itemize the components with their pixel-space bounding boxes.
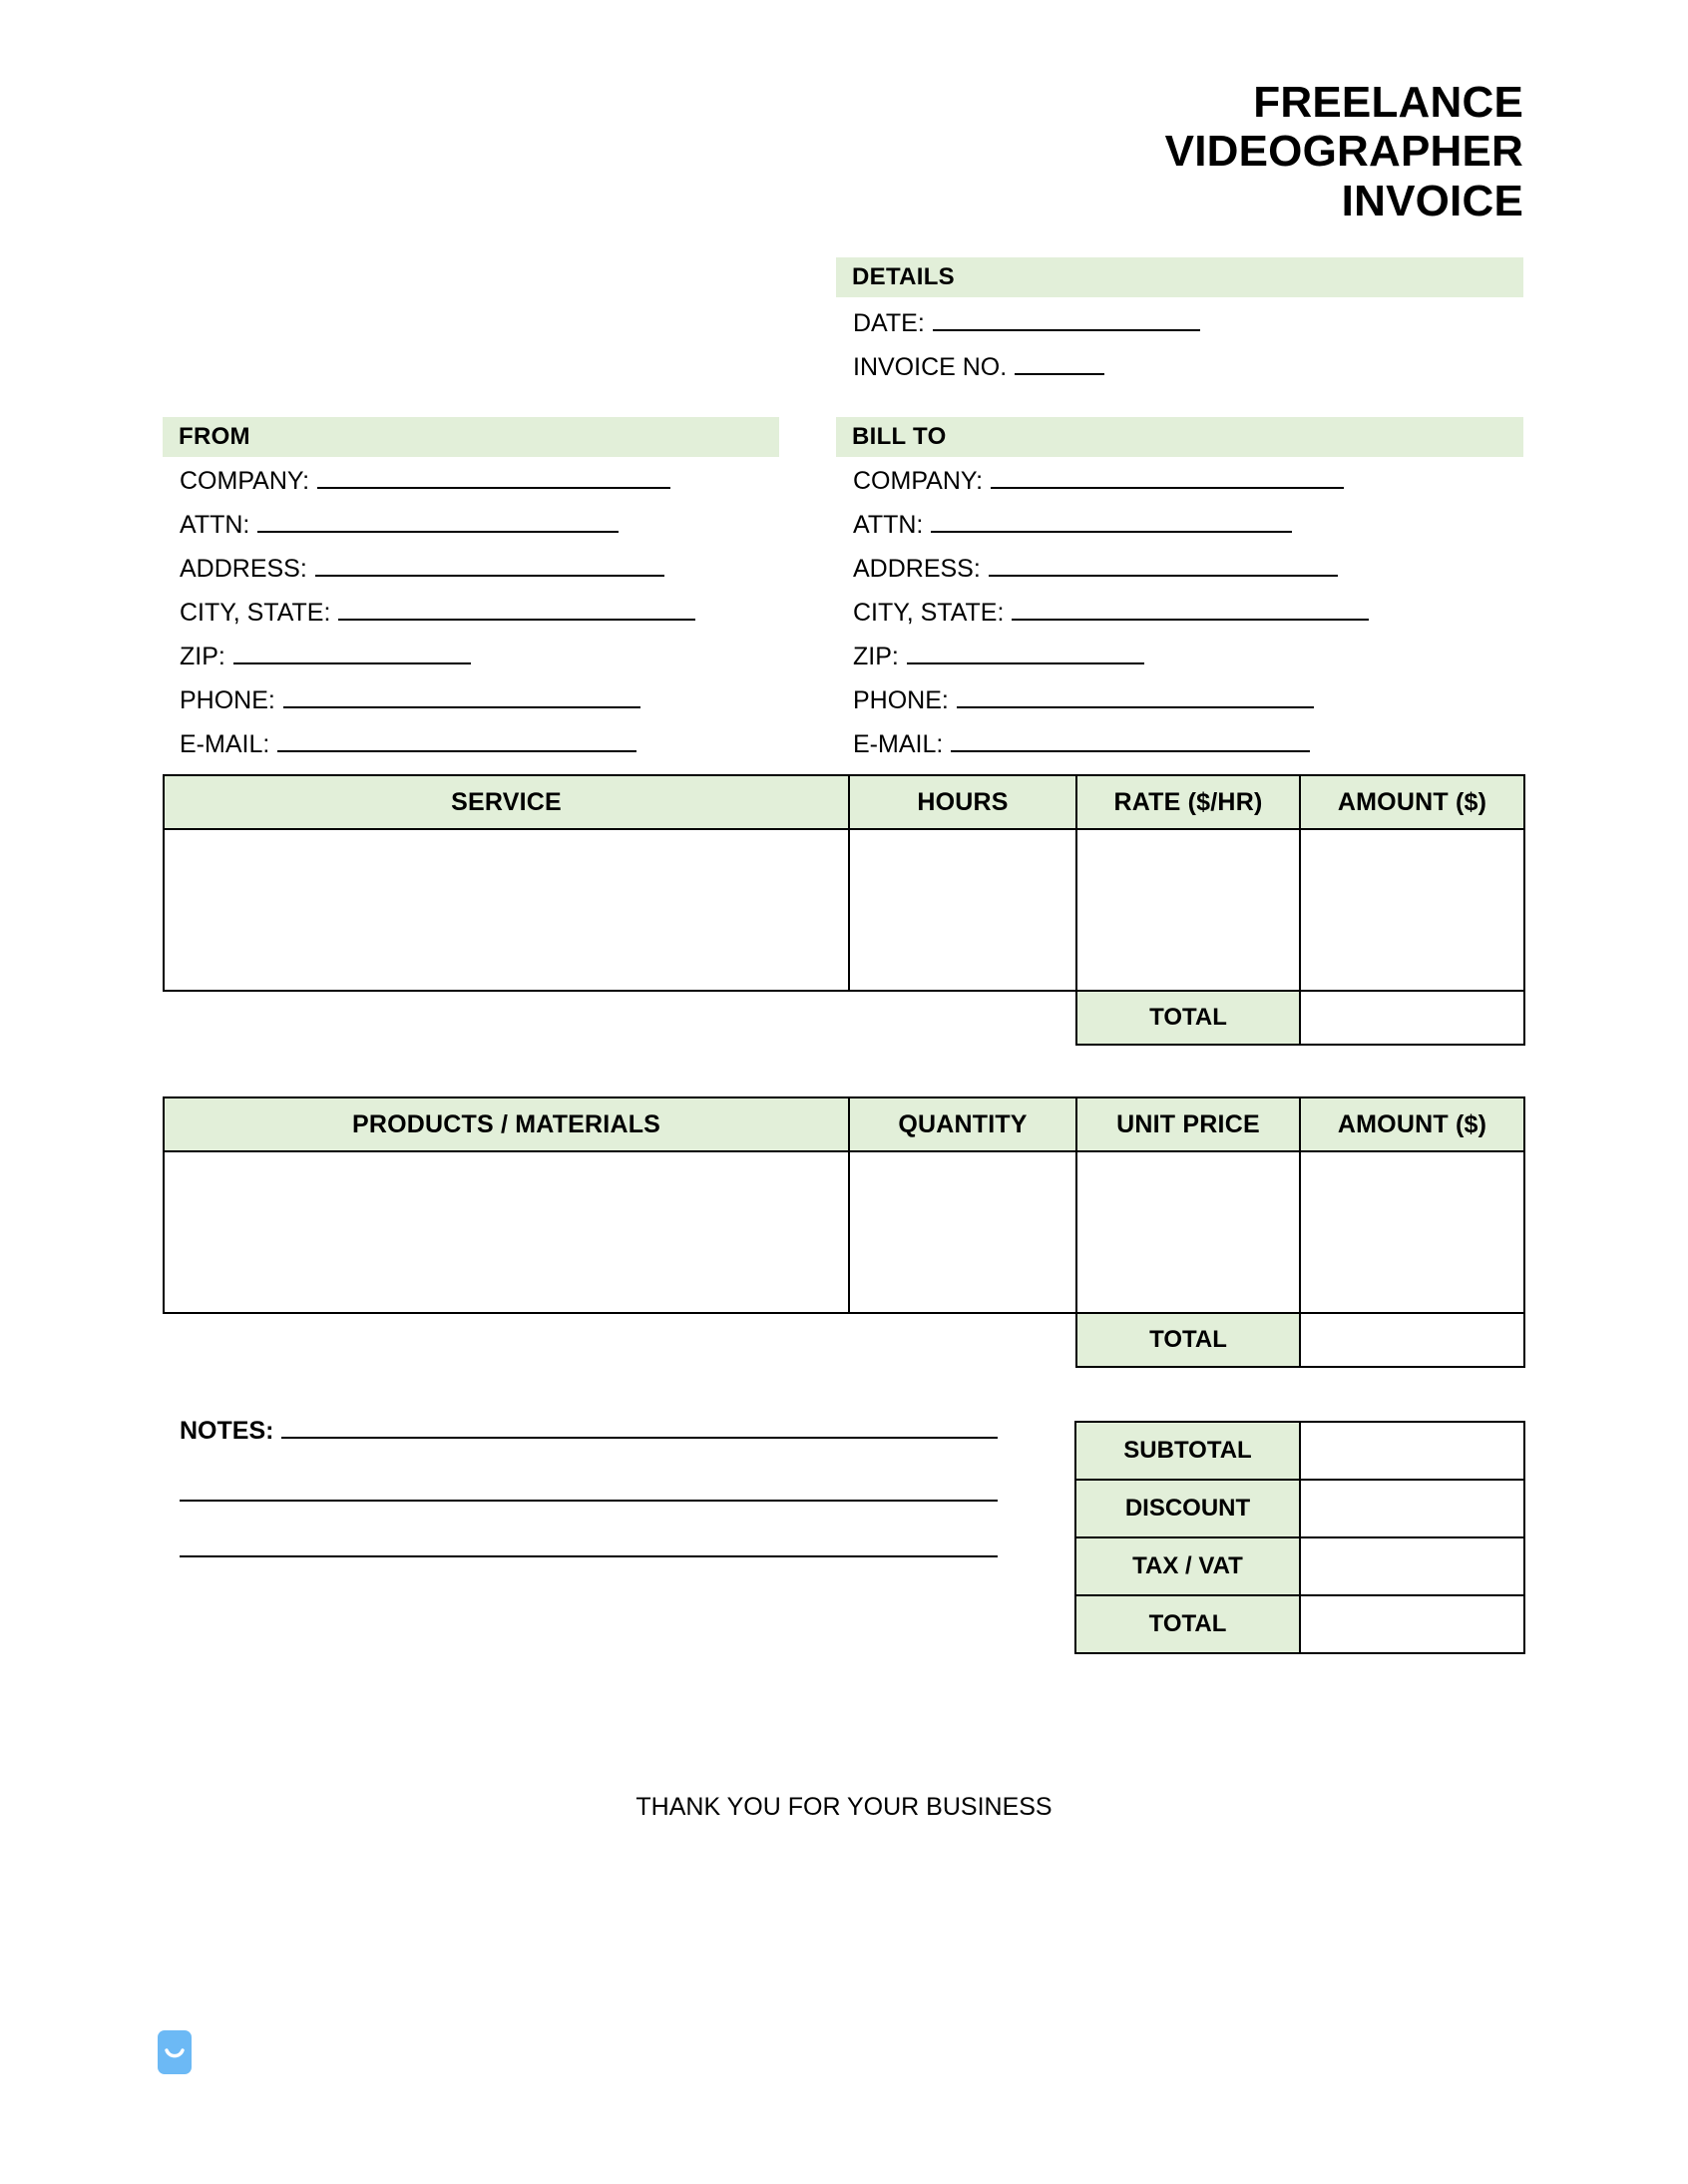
page-title [626,78,1523,225]
from-heading: FROM [179,423,250,450]
from-phone-label: PHONE: [180,686,275,714]
tax-vat-row [1075,1537,1524,1595]
products-total-spacer-2 [849,1313,1076,1367]
bill-to-company-input-rule[interactable] [991,469,1344,489]
quantity-col-header: QUANTITY [849,1097,1076,1151]
service-amount-cell[interactable] [1300,829,1524,991]
tax-vat-label: TAX / VAT [1075,1537,1300,1595]
notes-section [180,1417,998,1557]
grand-total-label: TOTAL [1075,1595,1300,1653]
unit-price-cell[interactable] [1076,1151,1300,1313]
from-company-row[interactable] [180,467,818,511]
from-address-row[interactable] [180,555,818,599]
title-line-2: VIDEOGRAPHER [1164,127,1523,177]
bill-to-fields [853,467,1531,774]
products-total-value[interactable] [1300,1313,1524,1367]
smile-logo-icon[interactable] [158,2030,192,2074]
date-label: DATE: [853,309,925,337]
service-cell[interactable] [164,829,849,991]
from-attn-label: ATTN: [180,511,250,539]
from-email-row[interactable] [180,730,818,774]
bill-to-address-label: ADDRESS: [853,555,981,583]
from-attn-row[interactable] [180,511,818,555]
notes-line-2[interactable] [180,1500,998,1502]
notes-line-3[interactable] [180,1555,998,1557]
from-zip-input-rule[interactable] [233,645,471,664]
hours-cell[interactable] [849,829,1076,991]
subtotal-label: SUBTOTAL [1075,1422,1300,1480]
bill-to-phone-input-rule[interactable] [957,688,1314,708]
from-section-header [163,417,779,457]
date-input-rule[interactable] [933,311,1200,331]
discount-row [1075,1480,1524,1537]
service-total-row [164,991,1524,1045]
service-total-spacer-1 [164,991,849,1045]
tax-vat-value[interactable] [1300,1537,1524,1595]
details-heading: DETAILS [852,263,955,290]
from-zip-row[interactable] [180,643,818,686]
date-field-row[interactable] [853,309,1531,353]
discount-label: DISCOUNT [1075,1480,1300,1537]
grand-total-value[interactable] [1300,1595,1524,1653]
bill-to-company-row[interactable] [853,467,1531,511]
subtotal-row [1075,1422,1524,1480]
details-section-header [836,257,1523,297]
service-amount-col-header: AMOUNT ($) [1300,775,1524,829]
from-phone-input-rule[interactable] [283,688,640,708]
invoice-no-input-rule[interactable] [1015,355,1104,375]
rate-cell[interactable] [1076,829,1300,991]
bill-to-zip-row[interactable] [853,643,1531,686]
bill-to-company-label: COMPANY: [853,467,984,495]
from-company-input-rule[interactable] [317,469,670,489]
subtotal-value[interactable] [1300,1422,1524,1480]
from-email-input-rule[interactable] [277,732,636,752]
bill-to-phone-label: PHONE: [853,686,949,714]
service-total-spacer-2 [849,991,1076,1045]
quantity-cell[interactable] [849,1151,1076,1313]
table-row[interactable] [164,1151,1524,1313]
notes-first-line-row[interactable] [180,1417,998,1446]
bill-to-city-state-row[interactable] [853,599,1531,643]
hours-col-header: HOURS [849,775,1076,829]
bill-to-city-state-label: CITY, STATE: [853,599,1005,627]
bill-to-zip-input-rule[interactable] [907,645,1144,664]
bill-to-zip-label: ZIP: [853,643,899,670]
grand-total-row [1075,1595,1524,1653]
rate-col-header: RATE ($/HR) [1076,775,1300,829]
bill-to-email-label: E-MAIL: [853,730,944,758]
from-email-label: E-MAIL: [180,730,270,758]
bill-to-attn-label: ATTN: [853,511,924,539]
from-city-state-row[interactable] [180,599,818,643]
from-fields [180,467,818,774]
product-cell[interactable] [164,1151,849,1313]
bill-to-email-row[interactable] [853,730,1531,774]
bill-to-address-input-rule[interactable] [989,557,1338,577]
from-address-label: ADDRESS: [180,555,307,583]
discount-value[interactable] [1300,1480,1524,1537]
service-table [163,774,1525,1046]
products-total-row [164,1313,1524,1367]
products-table-header-row [164,1097,1524,1151]
service-col-header: SERVICE [164,775,849,829]
notes-label: NOTES: [180,1417,274,1445]
footer-thank-you: THANK YOU FOR YOUR BUSINESS [635,1793,1053,1821]
from-zip-label: ZIP: [180,643,225,670]
title-line-1: FREELANCE [1253,78,1523,127]
bill-to-heading: BILL TO [852,423,947,450]
products-total-spacer-1 [164,1313,849,1367]
from-address-input-rule[interactable] [315,557,664,577]
bill-to-attn-input-rule[interactable] [931,513,1292,533]
unit-price-col-header: UNIT PRICE [1076,1097,1300,1151]
service-table-header-row [164,775,1524,829]
products-col-header: PRODUCTS / MATERIALS [164,1097,849,1151]
invoice-no-field-row[interactable] [853,353,1531,397]
bill-to-attn-row[interactable] [853,511,1531,555]
bill-to-email-input-rule[interactable] [951,732,1310,752]
bill-to-phone-row[interactable] [853,686,1531,730]
title-line-3: INVOICE [1341,176,1523,225]
notes-line-1[interactable] [281,1421,998,1439]
from-attn-input-rule[interactable] [257,513,619,533]
from-city-state-label: CITY, STATE: [180,599,331,627]
from-phone-row[interactable] [180,686,818,730]
invoice-no-label: INVOICE NO. [853,353,1008,381]
products-amount-col-header: AMOUNT ($) [1300,1097,1524,1151]
service-total-value[interactable] [1300,991,1524,1045]
products-table [163,1096,1525,1368]
bill-to-city-state-input-rule[interactable] [1012,601,1369,621]
from-company-label: COMPANY: [180,467,310,495]
bill-to-section-header [836,417,1523,457]
table-row[interactable] [164,829,1524,991]
details-fields [853,309,1531,397]
service-total-label: TOTAL [1076,991,1300,1045]
products-amount-cell[interactable] [1300,1151,1524,1313]
products-total-label: TOTAL [1076,1313,1300,1367]
summary-table [1074,1421,1525,1654]
from-city-state-input-rule[interactable] [338,601,695,621]
bill-to-address-row[interactable] [853,555,1531,599]
